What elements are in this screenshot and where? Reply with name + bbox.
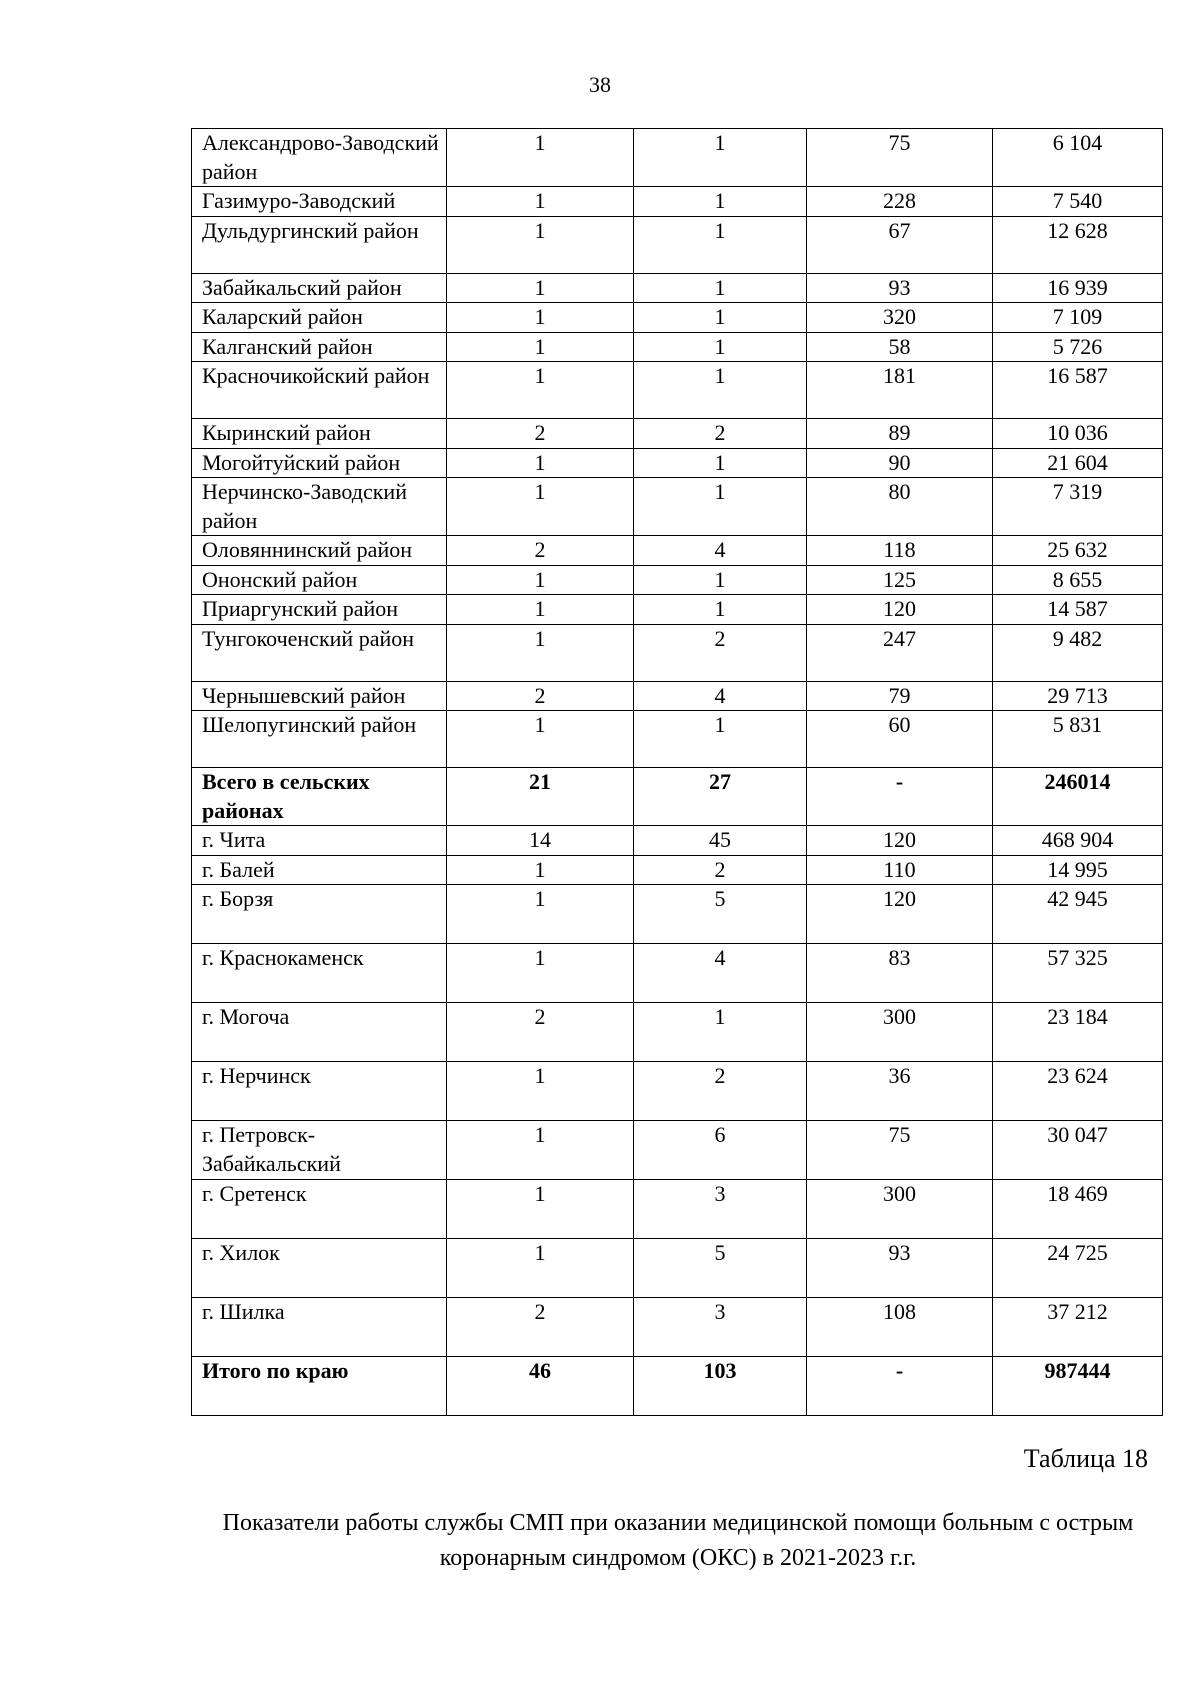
table-row — [192, 536, 1163, 566]
table-row — [192, 565, 1163, 595]
row-label-cell: Нерчинско-Заводский район — [192, 478, 447, 536]
value-cell: 16 587 — [993, 362, 1163, 419]
value-cell: 108 — [807, 1298, 993, 1357]
value-cell: 1 — [634, 448, 807, 478]
row-label-cell: Кыринский район — [192, 419, 447, 449]
value-cell: 1 — [634, 565, 807, 595]
value-cell: 57 325 — [993, 944, 1163, 1003]
value-cell: 75 — [807, 1121, 993, 1180]
value-cell: 4 — [634, 944, 807, 1003]
table-row — [192, 768, 1163, 826]
value-cell: 1 — [447, 187, 634, 217]
value-cell: 125 — [807, 565, 993, 595]
value-cell: 300 — [807, 1180, 993, 1239]
value-cell: 1 — [447, 129, 634, 187]
value-cell: 1 — [447, 1062, 634, 1121]
table-row — [192, 1121, 1163, 1180]
value-cell: 2 — [447, 419, 634, 449]
value-cell: 5 — [634, 885, 807, 944]
page-number: 38 — [589, 72, 611, 97]
value-cell: 120 — [807, 885, 993, 944]
table-row — [192, 624, 1163, 681]
value-cell: 5 — [634, 1239, 807, 1298]
value-cell: 12 628 — [993, 216, 1163, 273]
row-label-cell: г. Нерчинск — [192, 1062, 447, 1121]
value-cell: 89 — [807, 419, 993, 449]
value-cell: 1 — [634, 478, 807, 536]
row-label-cell: Калганский район — [192, 332, 447, 362]
value-cell: 1 — [447, 885, 634, 944]
row-label-cell: г. Петровск-Забайкальский — [192, 1121, 447, 1180]
value-cell: 6 — [634, 1121, 807, 1180]
value-cell: 6 104 — [993, 129, 1163, 187]
row-label-cell: Александрово-Заводский район — [192, 129, 447, 187]
value-cell: 37 212 — [993, 1298, 1163, 1357]
value-cell: 120 — [807, 826, 993, 856]
value-cell: 3 — [634, 1180, 807, 1239]
value-cell: 1 — [447, 855, 634, 885]
row-label-cell: г. Сретенск — [192, 1180, 447, 1239]
value-cell: 1 — [447, 624, 634, 681]
value-cell: 1 — [634, 129, 807, 187]
value-cell: 83 — [807, 944, 993, 1003]
row-label-cell: Могойтуйский район — [192, 448, 447, 478]
value-cell: 2 — [447, 1298, 634, 1357]
row-label-cell: Дульдургинский район — [192, 216, 447, 273]
table-row — [192, 216, 1163, 273]
value-cell: 5 831 — [993, 711, 1163, 768]
value-cell: 45 — [634, 826, 807, 856]
value-cell: 2 — [447, 536, 634, 566]
table-row — [192, 1180, 1163, 1239]
value-cell: 1 — [447, 1121, 634, 1180]
row-label-cell: Красночикойский район — [192, 362, 447, 419]
value-cell: 2 — [634, 855, 807, 885]
value-cell: 181 — [807, 362, 993, 419]
value-cell: 1 — [447, 332, 634, 362]
value-cell: 18 469 — [993, 1180, 1163, 1239]
value-cell: 7 540 — [993, 187, 1163, 217]
value-cell: 468 904 — [993, 826, 1163, 856]
value-cell: 110 — [807, 855, 993, 885]
value-cell: 67 — [807, 216, 993, 273]
value-cell: 1 — [447, 273, 634, 303]
value-cell: 1 — [634, 216, 807, 273]
table-row — [192, 303, 1163, 333]
table-row — [192, 129, 1163, 187]
table-row — [192, 362, 1163, 419]
value-cell: 1 — [447, 362, 634, 419]
value-cell: 1 — [634, 595, 807, 625]
table-row — [192, 1298, 1163, 1357]
value-cell: 5 726 — [993, 332, 1163, 362]
row-label-cell: Чернышевский район — [192, 681, 447, 711]
table-row — [192, 944, 1163, 1003]
value-cell: 1 — [447, 944, 634, 1003]
value-cell: 2 — [447, 1003, 634, 1062]
value-cell: 1 — [447, 595, 634, 625]
value-cell: 10 036 — [993, 419, 1163, 449]
value-cell: 1 — [634, 303, 807, 333]
table-body — [192, 129, 1163, 1416]
value-cell: 1 — [634, 187, 807, 217]
row-label-cell: Итого по краю — [192, 1357, 447, 1416]
table-row — [192, 595, 1163, 625]
table-row — [192, 332, 1163, 362]
table-row — [192, 1003, 1163, 1062]
row-label-cell: Оловяннинский район — [192, 536, 447, 566]
value-cell: 247 — [807, 624, 993, 681]
row-label-cell: Ононский район — [192, 565, 447, 595]
value-cell: 75 — [807, 129, 993, 187]
value-cell: 36 — [807, 1062, 993, 1121]
table-row — [192, 1357, 1163, 1416]
value-cell: 14 587 — [993, 595, 1163, 625]
value-cell: 1 — [634, 711, 807, 768]
value-cell: 320 — [807, 303, 993, 333]
value-cell: 16 939 — [993, 273, 1163, 303]
row-label-cell: г. Могоча — [192, 1003, 447, 1062]
table-row — [192, 711, 1163, 768]
value-cell: 24 725 — [993, 1239, 1163, 1298]
value-cell: 2 — [634, 1062, 807, 1121]
row-label-cell: г. Краснокаменск — [192, 944, 447, 1003]
table-caption-title: Показатели работы службы СМП при оказании медицинской помощи больным с острым коронарным синдромом (ОКС) в 2021-2023 г.г. — [222, 1510, 1134, 1571]
row-label-cell: г. Борзя — [192, 885, 447, 944]
table-row — [192, 187, 1163, 217]
row-label-cell: Тунгокоченский район — [192, 624, 447, 681]
value-cell: 1 — [447, 1180, 634, 1239]
value-cell: 2 — [447, 681, 634, 711]
table-row — [192, 855, 1163, 885]
value-cell: 2 — [634, 624, 807, 681]
value-cell: 21 — [447, 768, 634, 826]
table-row — [192, 478, 1163, 536]
value-cell: 30 047 — [993, 1121, 1163, 1180]
row-label-cell: г. Чита — [192, 826, 447, 856]
table-caption-label: Таблица 18 — [1023, 1444, 1148, 1473]
table-row — [192, 826, 1163, 856]
value-cell: 1 — [634, 362, 807, 419]
ambulance-stations-table — [191, 128, 1163, 1416]
value-cell: 29 713 — [993, 681, 1163, 711]
table-row — [192, 273, 1163, 303]
value-cell: 987444 — [993, 1357, 1163, 1416]
value-cell: 118 — [807, 536, 993, 566]
value-cell: 8 655 — [993, 565, 1163, 595]
value-cell: - — [807, 768, 993, 826]
value-cell: 120 — [807, 595, 993, 625]
row-label-cell: Приаргунский район — [192, 595, 447, 625]
value-cell: 2 — [634, 419, 807, 449]
value-cell: 80 — [807, 478, 993, 536]
table-row — [192, 1062, 1163, 1121]
value-cell: 27 — [634, 768, 807, 826]
value-cell: 1 — [447, 711, 634, 768]
value-cell: 46 — [447, 1357, 634, 1416]
value-cell: 1 — [447, 216, 634, 273]
value-cell: 1 — [447, 303, 634, 333]
row-label-cell: Забайкальский район — [192, 273, 447, 303]
value-cell: 4 — [634, 681, 807, 711]
row-label-cell: Каларский район — [192, 303, 447, 333]
row-label-cell: Газимуро-Заводский — [192, 187, 447, 217]
value-cell: 93 — [807, 1239, 993, 1298]
value-cell: 300 — [807, 1003, 993, 1062]
value-cell: 23 624 — [993, 1062, 1163, 1121]
value-cell: 1 — [634, 332, 807, 362]
value-cell: 9 482 — [993, 624, 1163, 681]
value-cell: 7 319 — [993, 478, 1163, 536]
value-cell: 4 — [634, 536, 807, 566]
table-row — [192, 448, 1163, 478]
value-cell: 1 — [447, 565, 634, 595]
value-cell: 103 — [634, 1357, 807, 1416]
table-row — [192, 885, 1163, 944]
row-label-cell: г. Хилок — [192, 1239, 447, 1298]
table-row — [192, 419, 1163, 449]
value-cell: 7 109 — [993, 303, 1163, 333]
value-cell: 21 604 — [993, 448, 1163, 478]
value-cell: 58 — [807, 332, 993, 362]
value-cell: 1 — [447, 478, 634, 536]
value-cell: 3 — [634, 1298, 807, 1357]
value-cell: 246014 — [993, 768, 1163, 826]
row-label-cell: г. Балей — [192, 855, 447, 885]
row-label-cell: г. Шилка — [192, 1298, 447, 1357]
value-cell: 25 632 — [993, 536, 1163, 566]
table-row — [192, 681, 1163, 711]
value-cell: 1 — [447, 448, 634, 478]
value-cell: 14 — [447, 826, 634, 856]
table-row — [192, 1239, 1163, 1298]
value-cell: 1 — [447, 1239, 634, 1298]
value-cell: - — [807, 1357, 993, 1416]
row-label-cell: Шелопугинский район — [192, 711, 447, 768]
value-cell: 42 945 — [993, 885, 1163, 944]
value-cell: 228 — [807, 187, 993, 217]
value-cell: 60 — [807, 711, 993, 768]
value-cell: 93 — [807, 273, 993, 303]
value-cell: 90 — [807, 448, 993, 478]
value-cell: 1 — [634, 273, 807, 303]
value-cell: 1 — [634, 1003, 807, 1062]
value-cell: 14 995 — [993, 855, 1163, 885]
value-cell: 23 184 — [993, 1003, 1163, 1062]
value-cell: 79 — [807, 681, 993, 711]
row-label-cell: Всего в сельских районах — [192, 768, 447, 826]
